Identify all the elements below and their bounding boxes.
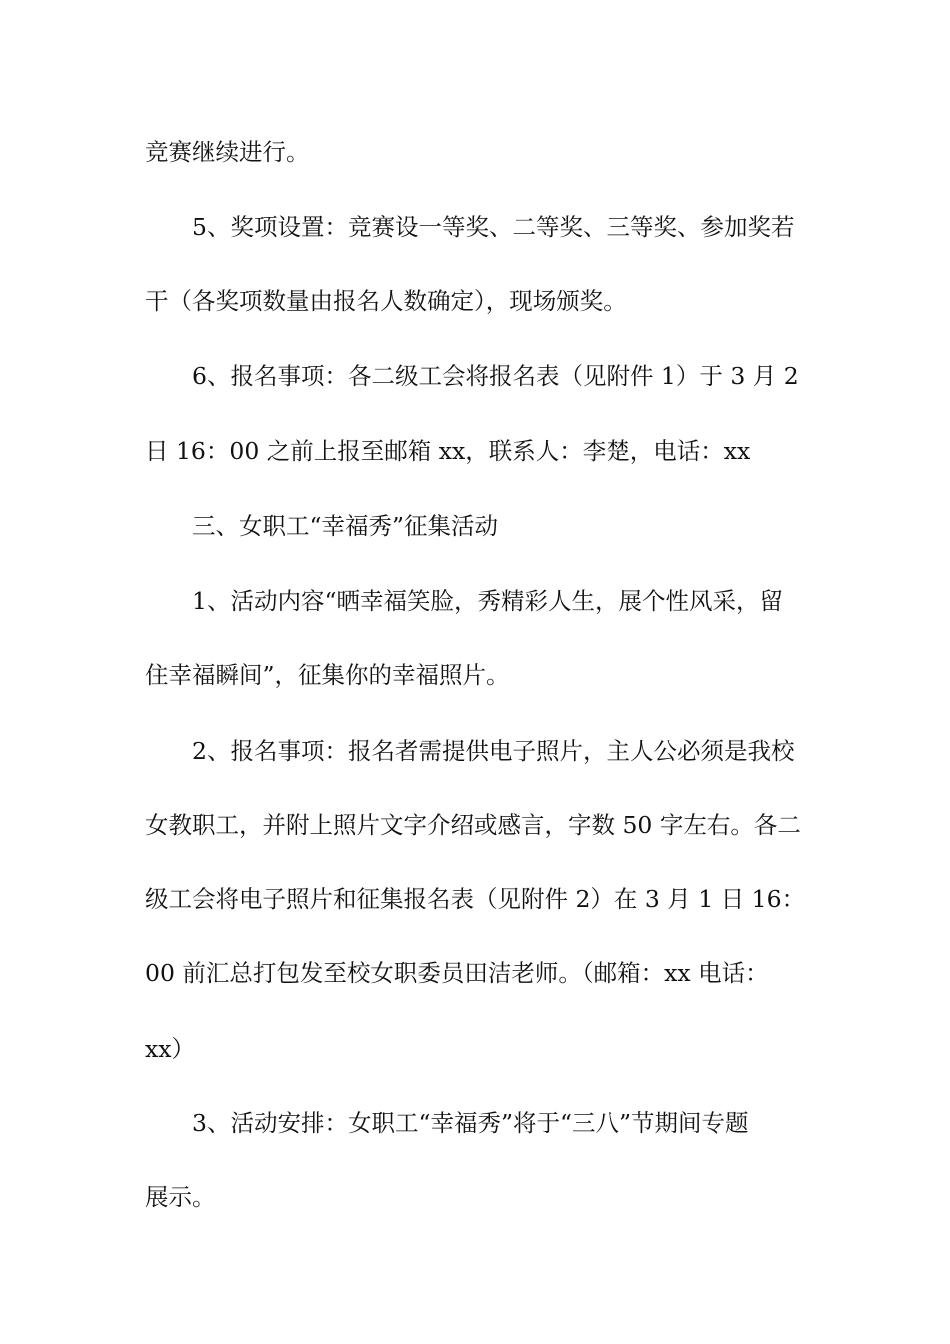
text-line-7: 1、活动内容“晒幸福笑脸，秀精彩人生，展个性风采，留 [192, 587, 783, 615]
text-line-3: 干（各奖项数量由报名人数确定），现场颁奖。 [145, 287, 627, 315]
text-line-14: 3、活动安排：女职工“幸福秀”将于“三八”节期间专题 [192, 1109, 749, 1137]
text-line-15: 展示。 [145, 1183, 216, 1211]
text-line-4: 6、报名事项：各二级工会将报名表（见附件 1）于 3 月 2 [192, 362, 799, 390]
section-heading: 三、女职工“幸福秀”征集活动 [192, 512, 499, 540]
text-line-5: 日 16：00 之前上报至邮箱 xx，联系人：李楚，电话：xx [145, 437, 751, 465]
text-line-1: 竞赛继续进行。 [145, 138, 310, 166]
text-line-2: 5、奖项设置：竞赛设一等奖、二等奖、三等奖、参加奖若 [192, 213, 795, 241]
text-line-10: 女教职工，并附上照片文字介绍或感言，字数 50 字左右。各二 [145, 811, 801, 839]
text-line-8: 住幸福瞬间”，征集你的幸福照片。 [145, 661, 510, 689]
text-line-13: xx） [145, 1035, 196, 1063]
text-line-11: 级工会将电子照片和征集报名表（见附件 2）在 3 月 1 日 16： [145, 885, 806, 913]
text-line-9: 2、报名事项：报名者需提供电子照片，主人公必须是我校 [192, 737, 795, 765]
text-line-12: 00 前汇总打包发至校女职委员田洁老师。（邮箱：xx 电话： [145, 959, 769, 987]
